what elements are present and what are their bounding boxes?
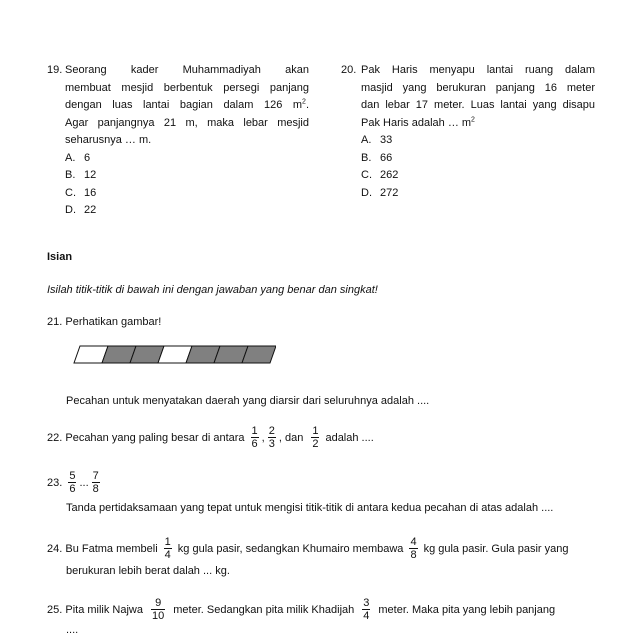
question-text-line: membuat mesjid berbentuk persegi panjang xyxy=(65,81,309,94)
denominator: 6 xyxy=(251,438,258,450)
denominator: 8 xyxy=(410,549,417,561)
question-text: Pecahan yang paling besar di antara xyxy=(65,431,245,444)
option-letter: C. xyxy=(361,169,372,181)
option-value: 16 xyxy=(84,186,97,199)
option-a[interactable] xyxy=(361,132,595,150)
option-letter: D. xyxy=(361,186,372,199)
numerator: 5 xyxy=(69,470,76,482)
strip-segment-shaded xyxy=(242,346,276,363)
option-d[interactable] xyxy=(65,202,309,220)
option-c[interactable] xyxy=(65,185,309,203)
question-text: meter. Maka pita yang lebih panjang xyxy=(378,603,556,616)
punctuation: . xyxy=(305,99,309,111)
question-text-line: seharusnya … m. xyxy=(65,134,152,146)
question-23 xyxy=(47,470,103,495)
question-20 xyxy=(341,62,595,202)
numerator: 1 xyxy=(251,425,258,437)
question-text: Bu Fatma membeli xyxy=(65,542,158,555)
superscript: 2 xyxy=(302,98,306,106)
question-text: kg gula pasir. Gula pasir yang xyxy=(423,542,569,555)
question-text-line: Pak Haris menyapu lantai ruang dalam xyxy=(361,64,595,76)
denominator: 4 xyxy=(363,610,370,622)
option-letter: A. xyxy=(65,151,76,164)
question-text-line: Agar panjangnya 21 m, maka lebar mesjid xyxy=(65,116,309,129)
option-value: 33 xyxy=(380,134,393,146)
question-21-prompt: Pecahan untuk menyatakan daerah yang diarsir dari seluruhnya adalah .... xyxy=(66,395,430,407)
fraction-1-2 xyxy=(311,425,319,450)
separator: , dan xyxy=(278,431,304,444)
option-b[interactable] xyxy=(65,167,309,185)
fraction-2-3 xyxy=(268,425,276,450)
section-instruction: Isilah titik-titik di bawah ini dengan jawaban yang benar dan singkat! xyxy=(47,284,378,296)
numerator: 9 xyxy=(155,597,162,609)
question-number: 20. xyxy=(341,64,357,76)
option-letter: A. xyxy=(361,134,372,146)
fraction-strip-figure xyxy=(72,345,276,365)
option-value: 12 xyxy=(84,169,97,181)
option-b[interactable] xyxy=(361,150,595,168)
question-number: 24. xyxy=(47,542,63,555)
option-value: 272 xyxy=(380,186,399,199)
fraction-1-6 xyxy=(251,425,259,450)
question-number: 21. xyxy=(47,316,63,328)
denominator: 6 xyxy=(69,483,76,495)
question-19 xyxy=(47,62,309,220)
question-25-line2: .... xyxy=(66,624,79,636)
fraction-9-10 xyxy=(151,597,165,622)
option-a[interactable] xyxy=(65,150,309,168)
numerator: 7 xyxy=(92,470,99,482)
question-text: Pita milik Najwa xyxy=(65,603,143,616)
question-number: 22. xyxy=(47,431,63,444)
option-letter: B. xyxy=(361,151,372,164)
numerator: 1 xyxy=(312,425,319,437)
option-letter: B. xyxy=(65,169,76,181)
comparison-blank: ... xyxy=(79,476,89,489)
question-24-line2: berukuran lebih berat dalah ... kg. xyxy=(66,565,230,577)
denominator: 10 xyxy=(152,610,165,622)
question-22 xyxy=(47,425,374,450)
fraction-1-4 xyxy=(164,536,172,561)
question-24 xyxy=(47,536,595,561)
superscript: 2 xyxy=(471,115,475,123)
question-text-line: dan lebar 17 meter. Luas lantai yang disapu xyxy=(361,99,595,111)
question-25 xyxy=(47,597,595,622)
numerator: 2 xyxy=(268,425,275,437)
option-value: 66 xyxy=(380,151,393,164)
question-text-line xyxy=(361,115,595,133)
question-text: Perhatikan gambar! xyxy=(65,316,162,328)
denominator: 3 xyxy=(268,438,275,450)
numerator: 1 xyxy=(164,536,171,548)
section-title: Isian xyxy=(47,251,73,263)
question-text-line: Seorang kader Muhammadiyah akan xyxy=(65,64,309,76)
option-value: 262 xyxy=(380,169,399,181)
question-text: Pak Haris adalah … m xyxy=(361,116,472,129)
fraction-5-6 xyxy=(68,470,76,495)
question-text-line: masjid yang berukuran panjang 16 meter xyxy=(361,81,595,94)
fraction-3-4 xyxy=(362,597,370,622)
option-letter: D. xyxy=(65,204,76,216)
question-number: 19. xyxy=(47,64,63,76)
question-number: 23. xyxy=(47,476,63,489)
option-c[interactable] xyxy=(361,167,595,185)
option-value: 22 xyxy=(84,204,97,216)
option-letter: C. xyxy=(65,186,76,199)
question-number: 25. xyxy=(47,603,63,616)
question-text: dengan luas lantai bagian dalam 126 m xyxy=(65,99,303,111)
question-text: adalah .... xyxy=(325,431,374,444)
question-21 xyxy=(47,316,161,328)
fraction-7-8 xyxy=(92,470,100,495)
separator: , xyxy=(261,431,265,444)
denominator: 4 xyxy=(164,549,171,561)
fraction-4-8 xyxy=(409,536,417,561)
denominator: 8 xyxy=(92,483,99,495)
denominator: 2 xyxy=(312,438,319,450)
option-d[interactable] xyxy=(361,185,595,203)
question-text: meter. Sedangkan pita milik Khadijah xyxy=(173,603,355,616)
question-23-prompt: Tanda pertidaksamaan yang tepat untuk mengisi titik-titik di antara kedua pecahan di atas adalah .... xyxy=(66,502,554,514)
numerator: 4 xyxy=(410,536,417,548)
numerator: 3 xyxy=(363,597,370,609)
question-text-line xyxy=(65,97,309,115)
option-value: 6 xyxy=(84,151,91,164)
question-text: kg gula pasir, sedangkan Khumairo membawa xyxy=(177,542,404,555)
